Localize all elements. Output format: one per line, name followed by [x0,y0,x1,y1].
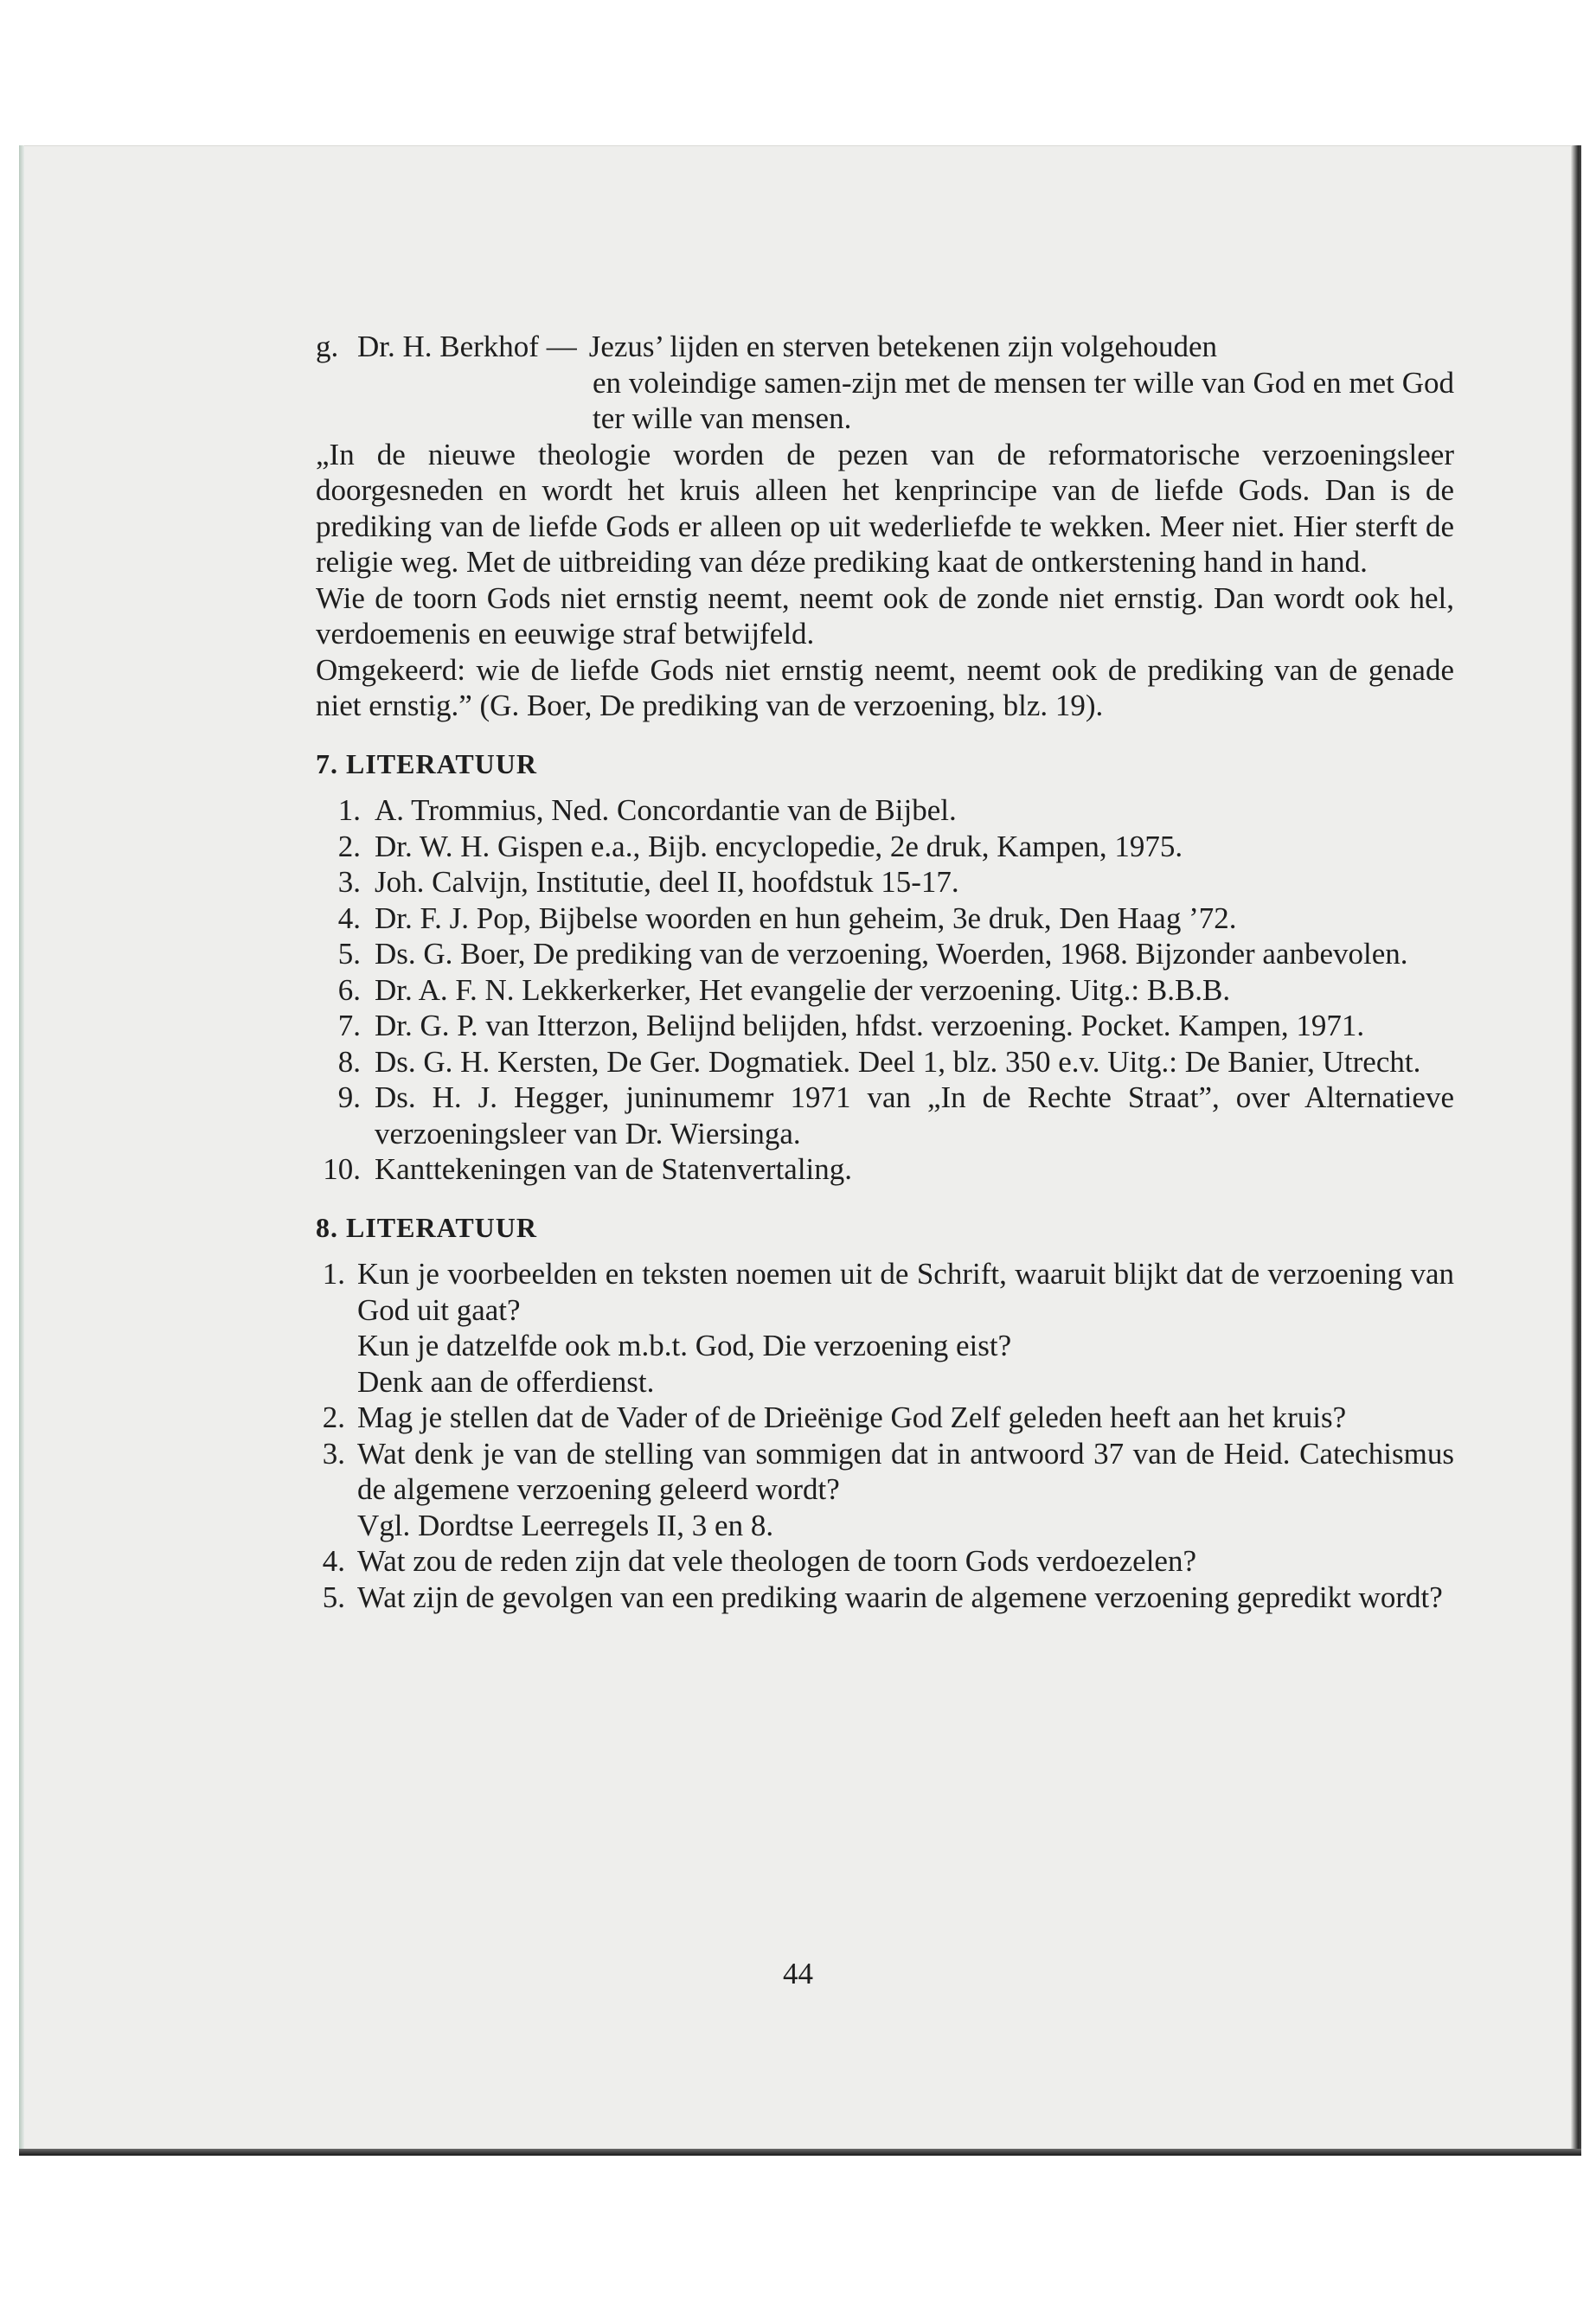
question-item-text [357,1543,1454,1580]
literature-item [316,1044,1454,1080]
literature-item-number: 1. [337,793,361,827]
question-item-number: 2. [322,1400,345,1434]
scan-left-edge [19,145,24,2154]
literature-item [316,829,1454,865]
item-g-first-line: Jezus’ lijden en sterven betekenen zijn volgehouden [588,330,1218,363]
literature-item-text [375,864,1454,901]
literature-item-text [375,1080,1454,1151]
literature-item-text [375,829,1454,865]
question-item-extra: Denk aan de offerdienst. [357,1364,655,1399]
item-g [316,329,1454,437]
section-7-heading: 7. LITERATUUR [316,747,537,779]
question-item-number: 4. [322,1544,345,1578]
question-item [316,1543,1454,1580]
question-item-number: 3. [322,1436,345,1471]
literature-item-main: Dr. F. J. Pop, Bijbelse woorden en hun geheim, 3e druk, Den Haag ’72. [375,901,1237,935]
item-g-continuation: en voleindige samen-zijn met de mensen ter wille van God en met God ter wille van mensen. [593,365,1454,435]
literature-item-number: 9. [337,1080,361,1114]
literature-item [316,936,1454,972]
question-item-main: Wat denk je van de stelling van sommigen dat in antwoord 37 van de Heid. Catechismus de algemene verzoening geleerd wordt? [357,1436,1454,1506]
question-item [316,1580,1454,1616]
literature-item-text [375,1151,1454,1188]
literature-item-number: 3. [337,865,361,899]
literature-item-main: Dr. G. P. van Itterzon, Belijnd belijden, hfdst. verzoening. Pocket. Kampen, 1971. [375,1009,1365,1042]
literature-item [316,901,1454,937]
literature-item [316,864,1454,901]
literature-item-number: 10. [323,1152,361,1186]
section-8-heading: 8. LITERATUUR [316,1211,537,1243]
question-item [316,1256,1454,1400]
literature-item-main: Ds. H. J. Hegger, juninumemr 1971 van „In de Rechte Straat”, over Alternatieve verzoeningsleer van Dr. Wiersinga. [375,1080,1454,1150]
literature-item-number: 5. [337,937,361,971]
question-item-text [357,1256,1454,1400]
question-item-number: 1. [322,1257,345,1291]
question-item-main: Kun je voorbeelden en teksten noemen uit de Schrift, waaruit blijkt dat de verzoening van God uit gaat? [357,1257,1454,1327]
scan-bottom-edge [19,2149,1581,2156]
literature-item-main: Dr. W. H. Gispen e.a., Bijb. encyclopedie, 2e druk, Kampen, 1975. [375,829,1183,863]
literature-item [316,1008,1454,1044]
literature-item-text [375,792,1454,829]
quote-paragraph-1: „In de nieuwe theologie worden de pezen van de reformatorische verzoeningsleer doorgesneden en wordt het kruis alleen het kenprincipe van de liefde Gods. Dan is de prediking van de liefde Gods er alleen op uit wederliefde te wekken. Meer niet. Hier sterft de religie weg. Met de uitbreiding van déze prediking kaat de ontkerstening hand in hand. [316,437,1454,579]
literature-item-main: A. Trommius, Ned. Concordantie van de Bijbel. [375,793,957,827]
literature-item-text [375,901,1454,937]
literature-item-text [375,1008,1454,1044]
question-item-main: Wat zou de reden zijn dat vele theologen de toorn Gods verdoezelen? [357,1544,1196,1578]
question-item [316,1400,1454,1436]
question-item-main: Wat zijn de gevolgen van een prediking waarin de algemene verzoening gepredikt wordt? [357,1580,1443,1614]
literature-item-number: 8. [337,1044,361,1079]
question-item-text [357,1436,1454,1544]
quote-paragraph-3: Omgekeerd: wie de liefde Gods niet ernstig neemt, neemt ook de prediking van de genade niet ernstig.” (G. Boer, De prediking van de verzoening, blz. 19). [316,652,1454,722]
literature-item-number: 7. [337,1009,361,1042]
literature-item-text [375,972,1454,1009]
literature-list-7 [316,792,1454,1188]
quote-paragraph-2: Wie de toorn Gods niet ernstig neemt, neemt ook de zonde niet ernstig. Dan wordt ook hel, verdoemenis en eeuwige straf betwijfeld. [316,580,1454,651]
question-item [316,1436,1454,1544]
literature-item-number: 2. [337,829,361,863]
page-number: 44 [783,1957,813,1990]
literature-item [316,972,1454,1009]
question-item-main: Mag je stellen dat de Vader of de Drieënige God Zelf geleden heeft aan het kruis? [357,1400,1347,1434]
literature-item-number: 4. [337,901,361,935]
scan-right-edge [1571,145,1581,2154]
literature-item-text [375,936,1454,972]
question-list-8 [316,1256,1454,1615]
question-item-extra: Vgl. Dordtse Leerregels II, 3 en 8. [357,1508,774,1542]
item-g-label: g. [316,330,339,363]
literature-item-main: Kanttekeningen van de Statenvertaling. [375,1152,853,1186]
literature-item [316,1151,1454,1188]
question-item-extra: Kun je datzelfde ook m.b.t. God, Die verzoening eist? [357,1329,1012,1362]
item-g-author: Dr. H. Berkhof — [357,330,577,363]
literature-item-main: Ds. G. H. Kersten, De Ger. Dogmatiek. Deel 1, blz. 350 e.v. Uitg.: De Banier, Utrecht. [375,1044,1421,1079]
question-item-number: 5. [322,1580,345,1614]
literature-item-text [375,1044,1454,1080]
literature-item-number: 6. [337,972,361,1007]
literature-item-main: Ds. G. Boer, De prediking van de verzoening, Woerden, 1968. Bijzonder aanbevolen. [375,937,1408,971]
literature-item [316,1080,1454,1151]
literature-item-main: Dr. A. F. N. Lekkerkerker, Het evangelie der verzoening. Uitg.: B.B.B. [375,972,1231,1007]
question-item-text [357,1400,1454,1436]
page-content [316,329,1454,1615]
question-item-text [357,1580,1454,1616]
literature-item-main: Joh. Calvijn, Institutie, deel II, hoofdstuk 15-17. [375,865,959,899]
literature-item [316,792,1454,829]
